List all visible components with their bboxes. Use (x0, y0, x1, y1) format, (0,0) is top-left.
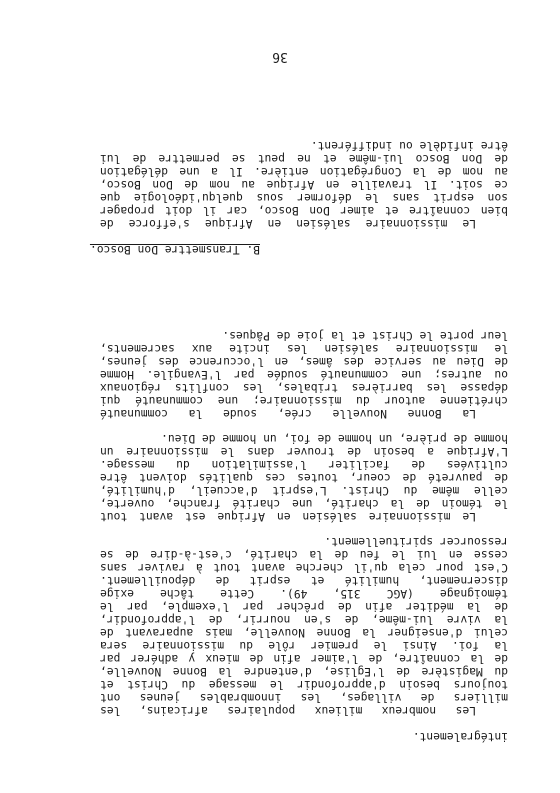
text-line: être infidèle ou indifférent. (310, 139, 508, 152)
text-line: de la méditer afin de prêcher par l'exemple, par le (100, 600, 508, 613)
text-line: de Don Bosco lui-même et ne peut se permettre de lui (100, 152, 508, 165)
text-line: intégralement. (412, 730, 508, 743)
text-line: toujours besoin d'approfondir le message du Christ et (100, 678, 508, 691)
text-line: ce soit. Il travaille en Afrique au nom de Don Bosco, (100, 178, 508, 191)
text-line: celle même du Christ. L'esprit d'accueil, d'humilité, (100, 484, 508, 497)
section-heading: B. Transmettre Don Bosco. (89, 243, 260, 256)
text-line: la vivre lui-même, de s'en nourrir, de l'approfondir, (100, 613, 508, 626)
text-line: Le missionnaire salésien en Afrique est avant tout (100, 510, 476, 523)
page-number: 36 (272, 49, 288, 64)
text-line: celui d'enseigner la Bonne Nouvelle, mais auparavant de (100, 626, 508, 639)
text-line: Le missionnaire salésien en Afrique s'efforce de (100, 217, 476, 230)
text-line: son esprit sans le déformer sous quelqu'idéologie que (100, 191, 508, 204)
text-line: L'Afrique a besoin de trouver dans le missionnaire un (100, 445, 508, 458)
text-line: C'est pour cela qu'il cherche avant tout à raviver sans (100, 561, 508, 574)
text-line: témoignage (AGC 315, 49). Cette tâche exige (100, 587, 508, 600)
text-line: du Magistère de l'Eglise, d'entendre la Bonne Nouvelle, (100, 665, 508, 678)
text-line: de Dieu au service des âmes, en l'occurence des jeunes, (100, 355, 508, 368)
text-line: la foi. Ainsi le premier rôle du missionnaire sera (100, 639, 508, 652)
text-line: La Bonne Nouvelle crée, soude la communauté (100, 407, 476, 420)
text-line: ou autres; une communauté soudée par l'Evangile. Homme (100, 368, 508, 381)
text-line: le témoin de la charité, une charité franche, ouverte, (100, 497, 508, 510)
text-line: le missionnaire salésien les incite aux sacrements, (100, 342, 508, 355)
text-line: cesse en lui le feu de la charité, c'est-à-dire de se (100, 548, 508, 561)
text-line: de pauvreté de coeur, toutes ces qualités doivent être (100, 471, 508, 484)
text-line: discernement, humilité et esprit de dépouillement. (100, 574, 508, 587)
text-line: chrétienne autour du missionnaire; une communauté qui (100, 394, 508, 407)
text-line: Les nombreux milieux populaires africains, les (100, 704, 476, 717)
text-line: bien connaître et aimer Don Bosco, car il doit propager (100, 204, 508, 217)
text-line: de la connaître, de l'aimer afin de mieux y adhérer par (100, 652, 508, 665)
text-line: cultivées de faciliter l'assimilation du message. (100, 458, 508, 471)
text-line: au nom de la Congrégation entière. Il a une délégation (100, 165, 508, 178)
text-line: homme de prière, un homme de foi, un homme de Dieu. (161, 432, 508, 445)
text-line: leur porte le Christ et la joie de Pâques. (222, 329, 508, 342)
text-line: ressourcer spirituellement. (324, 535, 508, 548)
text-line: dépasse les barrières tribales, les conflits régionaux (100, 381, 508, 394)
text-line: milliers de villages, les innombrables jeunes ont (100, 691, 508, 704)
